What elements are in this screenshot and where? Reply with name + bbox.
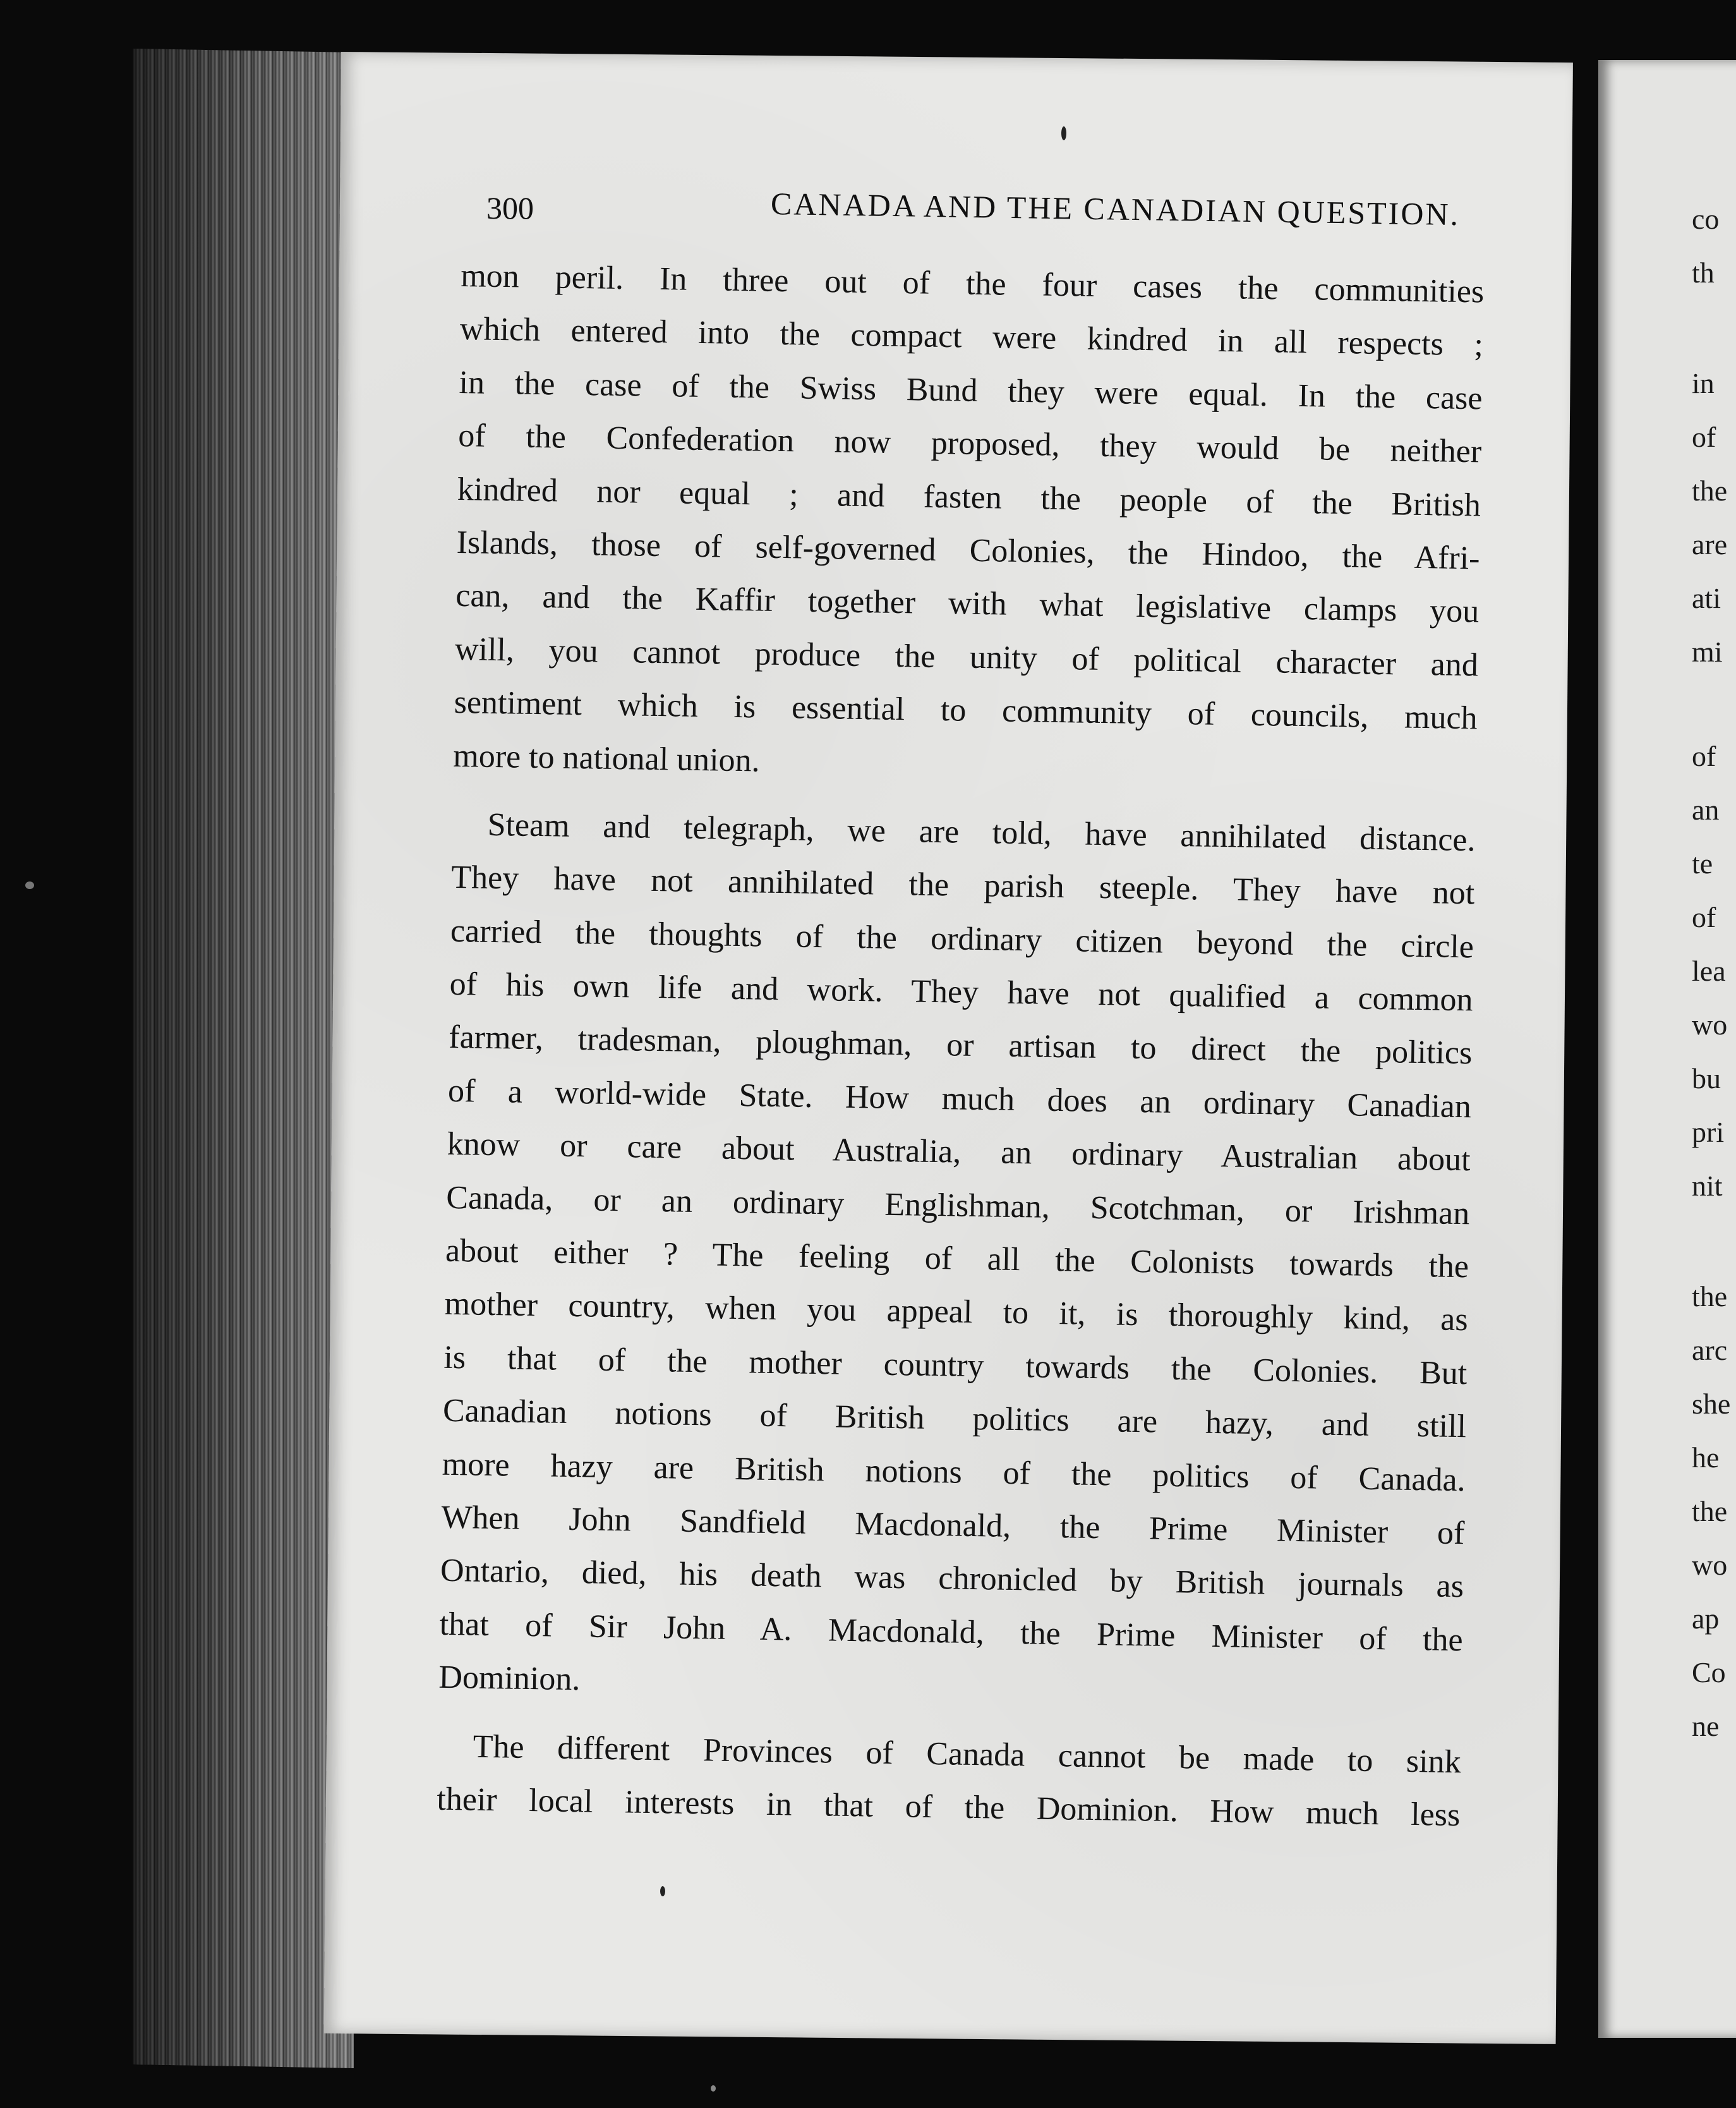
text-line: can, and the Kaffir together with what legislative clamps you bbox=[455, 578, 1480, 630]
facing-page-fragment: in bbox=[1692, 367, 1715, 399]
facing-page-fragment: mi bbox=[1692, 636, 1723, 668]
paragraph-3 bbox=[437, 1719, 1461, 1842]
facing-page-fragment: the bbox=[1692, 475, 1728, 507]
text-line: kindred nor equal ; and fasten the people of the British bbox=[457, 471, 1481, 523]
facing-page-fragment: wo bbox=[1692, 1009, 1728, 1041]
facing-page-fragment: ne bbox=[1692, 1710, 1720, 1742]
text-line: will, you cannot produce the unity of political character and bbox=[454, 631, 1479, 684]
text-line: mon peril. In three out of the four cases the communities bbox=[460, 257, 1485, 310]
text-line: Dominion. bbox=[438, 1659, 581, 1698]
text-line: mother country, when you appeal to it, is thoroughly kind, as bbox=[444, 1286, 1469, 1338]
text-line: which entered into the compact were kindred in all respects ; bbox=[459, 311, 1484, 363]
facing-page-fragment: arc bbox=[1692, 1334, 1728, 1366]
facing-page-fragment: she bbox=[1692, 1388, 1731, 1420]
facing-page-fragment: of bbox=[1692, 740, 1716, 772]
facing-page-fragment: ati bbox=[1692, 582, 1721, 614]
text-line: in the case of the Swiss Bund they were equal. In the case bbox=[459, 364, 1483, 417]
facing-page-fragment: th bbox=[1692, 257, 1715, 289]
text-line: The different Provinces of Canada cannot be made to sink bbox=[473, 1728, 1462, 1780]
text-line: of a world-wide State. How much does an ordinary Canadian bbox=[447, 1072, 1472, 1125]
facing-page-fragment: of bbox=[1692, 901, 1716, 933]
facing-page-fragment: of bbox=[1692, 421, 1716, 453]
text-line: farmer, tradesman, ploughman, or artisan to direct the politics bbox=[448, 1019, 1473, 1072]
facing-page-fragment: an bbox=[1692, 794, 1720, 826]
paragraph-2 bbox=[438, 798, 1476, 1721]
text-line: sentiment which is essential to community of councils, much bbox=[454, 684, 1478, 737]
facing-page-fragment: bu bbox=[1692, 1062, 1721, 1094]
text-line: that of Sir John A. Macdonald, the Prime Minister of the bbox=[439, 1606, 1464, 1658]
text-line: Islands, those of self-governed Colonies, the Hindoo, the Afri- bbox=[456, 524, 1480, 577]
text-line: of the Confederation now proposed, they would be neither bbox=[457, 418, 1482, 470]
text-line: When John Sandfield Macdonald, the Prime Minister of bbox=[441, 1499, 1465, 1552]
stacked-page-edges bbox=[133, 49, 354, 2068]
facing-page-fragment: nit bbox=[1692, 1170, 1723, 1202]
body-text bbox=[437, 250, 1485, 1842]
text-line: is that of the mother country towards the Colonies. But bbox=[443, 1339, 1468, 1392]
facing-page-fragment: ap bbox=[1692, 1602, 1720, 1635]
running-head: CANADA AND THE CANADIAN QUESTION. bbox=[770, 185, 1461, 233]
facing-page-fragment: te bbox=[1692, 847, 1713, 880]
text-line: carried the thoughts of the ordinary citizen beyond the circle bbox=[450, 912, 1474, 965]
text-line: Steam and telegraph, we are told, have annihilated distance. bbox=[487, 806, 1476, 859]
facing-page-fragment: lea bbox=[1692, 955, 1726, 987]
text-line: more hazy are British notions of the politics of Canada. bbox=[442, 1446, 1466, 1498]
paragraph-1 bbox=[453, 250, 1485, 799]
text-line: Canadian notions of British politics are hazy, and still bbox=[442, 1392, 1467, 1445]
page-number: 300 bbox=[486, 190, 534, 226]
text-line: about either ? The feeling of all the Colonists towards the bbox=[445, 1232, 1469, 1285]
dust-speck bbox=[660, 1886, 665, 1896]
dust-speck bbox=[25, 881, 34, 889]
dust-speck bbox=[1061, 126, 1066, 140]
dust-speck bbox=[711, 2085, 716, 2092]
text-line: their local interests in that of the Dominion. How much less bbox=[437, 1781, 1461, 1834]
facing-page-fragment: are bbox=[1692, 528, 1728, 560]
facing-page-fragment: wo bbox=[1692, 1549, 1728, 1581]
text-line: more to national union. bbox=[452, 737, 761, 779]
facing-page-fragment: the bbox=[1692, 1495, 1728, 1527]
facing-page-fragment: the bbox=[1692, 1280, 1728, 1312]
facing-page-fragment: he bbox=[1692, 1441, 1720, 1474]
text-line: know or care about Australia, an ordinary Australian about bbox=[447, 1126, 1471, 1178]
facing-page-fragment: Co bbox=[1692, 1656, 1726, 1688]
facing-page-fragment: pri bbox=[1692, 1116, 1725, 1148]
facing-page-fragment: co bbox=[1692, 203, 1720, 235]
text-line: of his own life and work. They have not qualified a common bbox=[449, 966, 1473, 1019]
facing-page bbox=[1598, 60, 1736, 2038]
text-line: They have not annihilated the parish steeple. They have not bbox=[450, 859, 1475, 912]
text-line: Canada, or an ordinary Englishman, Scotchman, or Irishman bbox=[445, 1179, 1470, 1232]
text-line: Ontario, died, his death was chronicled by British journals as bbox=[440, 1553, 1464, 1605]
